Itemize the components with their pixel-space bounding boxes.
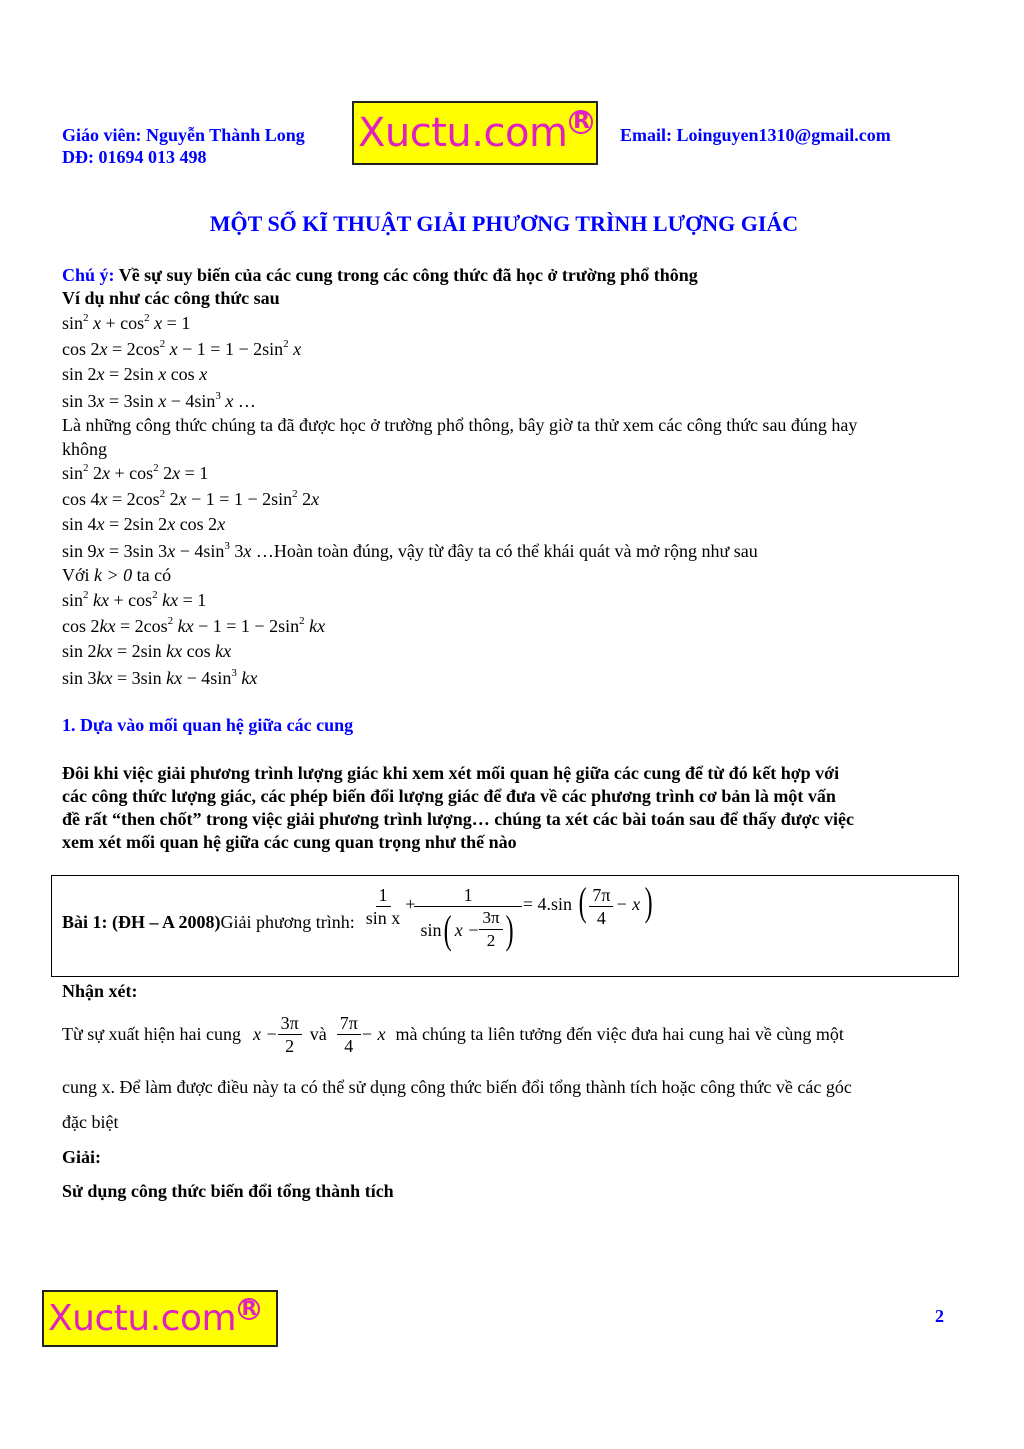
paragraph-question-end: không	[62, 439, 107, 459]
fraction-3: $\frac{7\pi}{4}$	[589, 884, 613, 929]
conclusion-text: Hoàn toàn đúng, vậy từ đây ta có thể khái quát và mở rộng như sau	[273, 541, 758, 561]
formula: $\cos 2x = 2\cos^2$ $x - 1 = 1 - 2\sin^2$ x	[62, 338, 302, 359]
page-title: MỘT SỐ KĨ THUẬT GIẢI PHƯƠNG TRÌNH LƯỢNG GIÁC	[209, 211, 799, 236]
note-line	[62, 264, 698, 287]
registered-mark-icon: R	[238, 1298, 260, 1320]
note-label: Chú ý:	[62, 265, 115, 285]
formula: sin 4x = 2sin 2x cos 2x	[62, 514, 226, 534]
solution-label: Giải:	[62, 1147, 101, 1167]
remark-label: Nhận xét:	[62, 981, 138, 1001]
formula: sin 3kx = 3sin kx − $4\sin^3$ kx	[62, 667, 258, 688]
k-condition: k > 0	[94, 565, 133, 585]
example-intro: Ví dụ như các công thức sau	[62, 288, 280, 308]
formula-group-k	[62, 589, 325, 693]
fraction-2: 1 sin ( x − $\frac{3\pi}{2}$ )	[417, 884, 518, 952]
formula-group-basic	[62, 312, 301, 416]
formula: sin 9x = 3sin $3x - 4\sin^3$ 3x …Hoàn toàn đúng, vậy từ đây ta có thể khái quát và mở rộng như sau	[62, 540, 758, 561]
paragraph-question: Là những công thức chúng ta đã được học ở trường phổ thông, bây giờ ta thử xem các công thức sau đúng hay	[62, 415, 858, 435]
formula: $\cos 2kx = 2\cos^2$ kx − $1 = 1 - 2\sin^2$ kx	[62, 615, 326, 636]
intro-line: xem xét mối quan hệ giữa các cung quan trọng như thế nào	[62, 832, 517, 852]
problem-label: Bài 1: (ĐH – A 2008)	[62, 911, 221, 932]
solution-step: Sử dụng công thức biến đổi tổng thành tích	[62, 1181, 394, 1201]
section-intro	[62, 762, 854, 854]
problem-statement	[62, 879, 655, 960]
formula: $\cos 4x = 2\cos^2$ $2x - 1 = 1 - 2\sin^2$ 2x	[62, 488, 320, 509]
with-k-line: Với k > 0 ta có	[62, 565, 172, 585]
formula: sin 2kx = 2sin kx cos kx	[62, 641, 232, 661]
section-heading: 1. Dựa vào mối quan hệ giữa các cung	[62, 715, 354, 735]
teacher-phone: DĐ: 01694 013 498	[62, 147, 207, 167]
formula: $\sin^2$ kx + $\cos^2$ kx = 1	[62, 589, 207, 610]
logo-text: Xuctu.com	[48, 1298, 237, 1339]
problem-text: Giải phương trình:	[220, 911, 355, 932]
formula: sin 3x = 3sin $x - 4\sin^3$ x …	[62, 390, 256, 411]
formula-group-doubled	[62, 462, 758, 566]
formula: $\sin^2 2x + \cos^2 2x = 1$	[62, 462, 209, 483]
problem-box	[51, 875, 959, 977]
footer-logo	[42, 1290, 278, 1347]
teacher-name: Giáo viên: Nguyễn Thành Long	[62, 125, 305, 145]
page-number: 2	[935, 1306, 944, 1326]
teacher-email: Email: Loinguyen1310@gmail.com	[620, 125, 891, 145]
site-logo	[352, 101, 598, 165]
formula: sin 2x = 2sin x cos x	[62, 364, 208, 384]
note-text: Về sự suy biến của các cung trong các công thức đã học ở trường phổ thông	[114, 265, 698, 285]
fraction-1: $\frac{1}{\text{sin x}}$	[365, 885, 401, 928]
remark-line-1: Từ sự xuất hiện hai cung x − $\frac{3\pi}{2}$ và $\frac{7\pi}{4}$ − x mà chúng ta liên tưởng đến việc đưa hai cung hai về cùng một	[62, 1013, 844, 1056]
arc-1: x − $\frac{3\pi}{2}$	[253, 1012, 302, 1057]
intro-line: các công thức lượng giác, các phép biến đổi lượng giác để đưa về các phương trình cơ bản là một vấn	[62, 786, 836, 806]
problem-equation: $\frac{1}{\text{sin x}}$ + 1 sin ( x − $\frac{3\pi}{2}$ ) = 4.sin ( $\frac{7\pi}{4}$ − x )	[363, 884, 656, 960]
remark-line-3: đặc biệt	[62, 1112, 119, 1132]
registered-mark-icon: R	[569, 110, 593, 134]
remark-line-2: cung x. Để làm được điều này ta có thể sử dụng công thức biến đổi tổng thành tích hoặc công thức về các góc	[62, 1077, 852, 1097]
formula: $\sin^2 x + \cos^2 x = 1$	[62, 312, 191, 333]
arc-2: $\frac{7\pi}{4}$ − x	[337, 1012, 386, 1057]
intro-line: đề rất “then chốt” trong việc giải phương trình lượng… chúng ta xét các bài toán sau để thấy được việc	[62, 809, 854, 829]
logo-text: Xuctu.com	[358, 110, 568, 156]
intro-line: Đôi khi việc giải phương trình lượng giác khi xem xét mối quan hệ giữa các cung để từ đó kết hợp với	[62, 763, 840, 783]
